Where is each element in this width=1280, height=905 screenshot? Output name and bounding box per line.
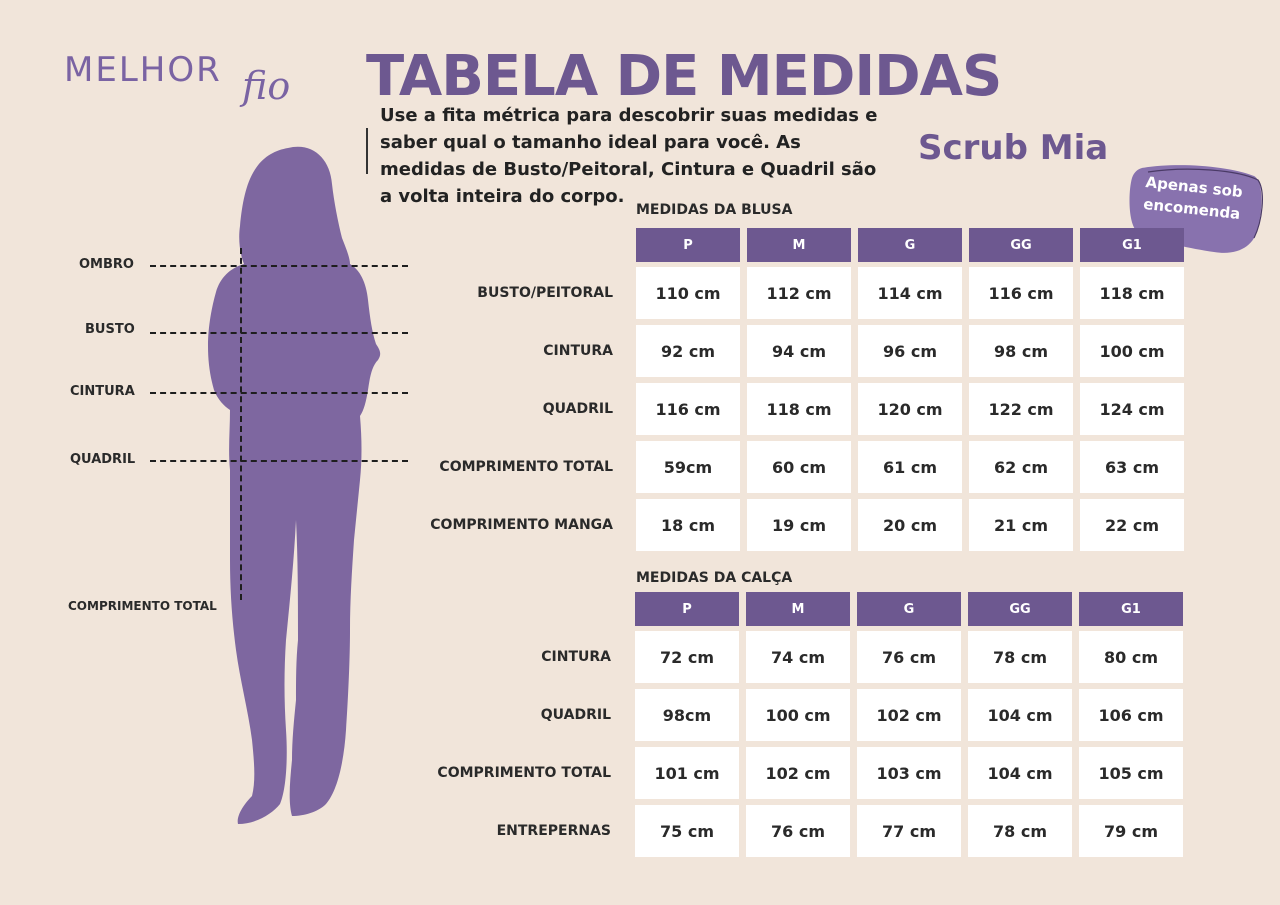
calca-cell: 106 cm xyxy=(1079,689,1183,741)
intro-text: Use a fita métrica para descobrir suas medidas e saber qual o tamanho ideal para você. As medidas de Busto/Peitoral, Cintura e Quadril são a volta inteira do corpo. xyxy=(380,105,878,207)
calca-row-label: ENTREPERNAS xyxy=(496,823,611,839)
blusa-cell: 122 cm xyxy=(969,383,1073,435)
blusa-cell: 62 cm xyxy=(969,441,1073,493)
calca-row-label: COMPRIMENTO TOTAL xyxy=(437,765,611,781)
blusa-cell: 112 cm xyxy=(747,267,851,319)
blusa-cell: 21 cm xyxy=(969,499,1073,551)
blusa-cell: 110 cm xyxy=(636,267,740,319)
calca-section-title: MEDIDAS DA CALÇA xyxy=(636,570,793,586)
calca-header-gg: GG xyxy=(968,592,1072,626)
calca-cell: 103 cm xyxy=(857,747,961,799)
blusa-cell: 114 cm xyxy=(858,267,962,319)
blusa-cell: 18 cm xyxy=(636,499,740,551)
calca-cell: 80 cm xyxy=(1079,631,1183,683)
blusa-cell: 94 cm xyxy=(747,325,851,377)
blusa-cell: 120 cm xyxy=(858,383,962,435)
blusa-cell: 116 cm xyxy=(969,267,1073,319)
logo-script: fio xyxy=(242,64,291,108)
blusa-cell: 63 cm xyxy=(1080,441,1184,493)
calca-cell: 72 cm xyxy=(635,631,739,683)
blusa-cell: 124 cm xyxy=(1080,383,1184,435)
calca-cell: 77 cm xyxy=(857,805,961,857)
calca-header-g: G xyxy=(857,592,961,626)
calca-cell: 79 cm xyxy=(1079,805,1183,857)
calca-cell: 76 cm xyxy=(857,631,961,683)
label-quadril: QUADRIL xyxy=(70,452,136,467)
blusa-cell: 98 cm xyxy=(969,325,1073,377)
brand-logo xyxy=(64,50,324,130)
calca-cell: 74 cm xyxy=(746,631,850,683)
label-cintura: CINTURA xyxy=(70,384,135,399)
calca-header-p: P xyxy=(635,592,739,626)
blusa-row-label: CINTURA xyxy=(543,343,613,359)
blusa-row-label: QUADRIL xyxy=(542,401,613,417)
blusa-cell: 19 cm xyxy=(747,499,851,551)
label-comprimento-total: COMPRIMENTO TOTAL xyxy=(68,599,217,613)
blusa-row-label: BUSTO/PEITORAL xyxy=(477,285,613,301)
calca-cell: 101 cm xyxy=(635,747,739,799)
calca-cell: 78 cm xyxy=(968,631,1072,683)
blusa-cell: 92 cm xyxy=(636,325,740,377)
body-silhouette xyxy=(200,140,400,830)
calca-row-label: CINTURA xyxy=(541,649,611,665)
blusa-cell: 59cm xyxy=(636,441,740,493)
page-title: TABELA DE MEDIDAS xyxy=(366,44,1002,109)
blusa-header-g1: G1 xyxy=(1080,228,1184,262)
blusa-section-title: MEDIDAS DA BLUSA xyxy=(636,202,793,218)
calca-cell: 75 cm xyxy=(635,805,739,857)
label-ombro: OMBRO xyxy=(79,257,134,272)
blusa-header-gg: GG xyxy=(969,228,1073,262)
calca-cell: 102 cm xyxy=(857,689,961,741)
calca-cell: 98cm xyxy=(635,689,739,741)
label-busto: BUSTO xyxy=(85,322,135,337)
calca-header-g1: G1 xyxy=(1079,592,1183,626)
blusa-cell: 61 cm xyxy=(858,441,962,493)
blusa-cell: 96 cm xyxy=(858,325,962,377)
calca-cell: 100 cm xyxy=(746,689,850,741)
busto-line xyxy=(150,332,408,334)
calca-cell: 102 cm xyxy=(746,747,850,799)
calca-row-label: QUADRIL xyxy=(540,707,611,723)
calca-cell: 76 cm xyxy=(746,805,850,857)
blusa-cell: 118 cm xyxy=(747,383,851,435)
badge-label: Apenas sob encomenda xyxy=(1142,173,1244,223)
calca-cell: 104 cm xyxy=(968,689,1072,741)
product-name: Scrub Mia xyxy=(918,128,1109,168)
calca-cell: 78 cm xyxy=(968,805,1072,857)
blusa-cell: 118 cm xyxy=(1080,267,1184,319)
blusa-header-p: P xyxy=(636,228,740,262)
calca-header-m: M xyxy=(746,592,850,626)
blusa-cell: 20 cm xyxy=(858,499,962,551)
calca-cell: 105 cm xyxy=(1079,747,1183,799)
logo-wordmark: MELHOR xyxy=(64,50,222,90)
blusa-cell: 116 cm xyxy=(636,383,740,435)
comprimento-line xyxy=(240,248,242,600)
quadril-line xyxy=(150,460,408,462)
ombro-line xyxy=(150,265,408,267)
blusa-header-m: M xyxy=(747,228,851,262)
blusa-row-label: COMPRIMENTO MANGA xyxy=(430,517,613,533)
calca-cell: 104 cm xyxy=(968,747,1072,799)
blusa-header-g: G xyxy=(858,228,962,262)
blusa-row-label: COMPRIMENTO TOTAL xyxy=(439,459,613,475)
blusa-cell: 100 cm xyxy=(1080,325,1184,377)
cintura-line xyxy=(150,392,408,394)
blusa-cell: 22 cm xyxy=(1080,499,1184,551)
blusa-cell: 60 cm xyxy=(747,441,851,493)
